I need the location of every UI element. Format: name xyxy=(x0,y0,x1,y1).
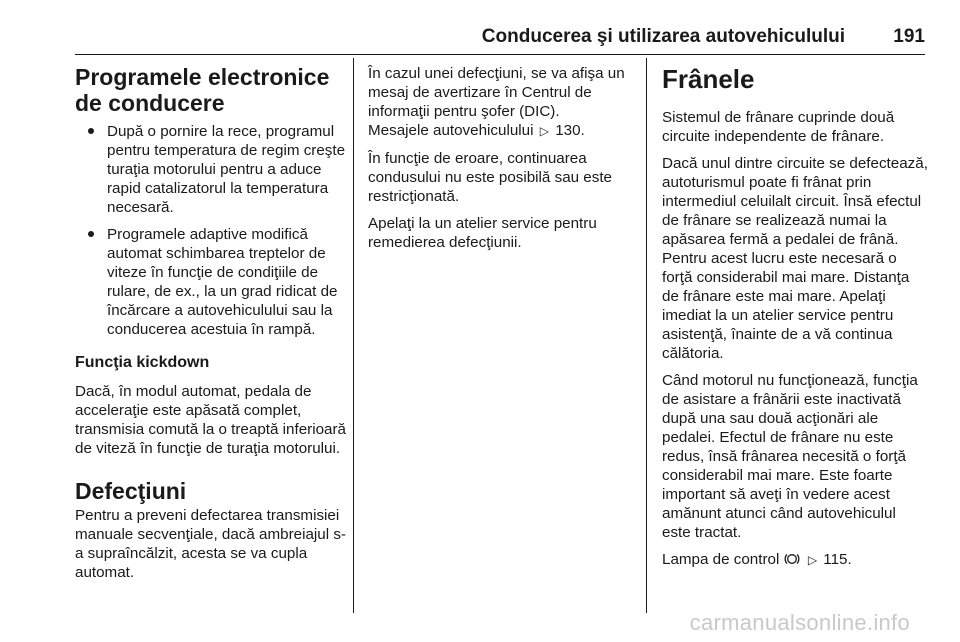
lamp-text: Lampa de control xyxy=(662,551,780,568)
paragraph-brake-system: Sistemul de frânare cuprinde două circuite independente de frânare. xyxy=(662,109,895,145)
header-title: Conducerea şi utilizarea autovehiculului xyxy=(481,26,845,47)
ref-text: Mesajele autovehiculului xyxy=(368,122,534,139)
section-heading-electronic-programs: Programele electronice de conducere xyxy=(75,64,330,116)
section-heading-faults: Defecţiuni xyxy=(75,478,187,504)
paragraph-engine-off: Când motorul nu funcţionează, funcţia de asistare a frânării este inactivată după una sau două acţionări ale pedalei. Efectul de frânare nu este redus, însă frânarea necesită o forţă considerabil mai mare. Este foarte important să aveţi în vedere acest amănunt atunci când autovehiculul este tractat. xyxy=(662,372,918,541)
list-item: După o pornire la rece, programul pentru temperatura de regim creşte turaţia motorului pentru a aduce rapid catalizatorul la temperatura necesară. xyxy=(75,122,347,217)
ref-page: 130. xyxy=(555,122,585,139)
brake-warning-lamp-icon xyxy=(784,552,800,571)
column-middle xyxy=(368,64,640,260)
bullet-list xyxy=(75,122,347,339)
paragraph-restriction: În funcţie de eroare, continuarea condusului nu este posibilă sau este restricţionată. xyxy=(368,150,613,205)
section-heading-brakes: Frânele xyxy=(662,64,755,94)
column-left xyxy=(75,64,347,590)
watermark: carmanualsonline.info xyxy=(689,610,910,635)
page-number: 191 xyxy=(893,26,925,47)
paragraph-faults: Pentru a preveni defectarea transmisiei manuale secvenţiale, dacă ambreiajul s-a supraîncălzit, acesta se va cupla automat. xyxy=(75,507,346,581)
paragraph-control-lamp xyxy=(662,550,928,571)
paragraph-service: Apelaţi la un atelier service pentru remedierea defecţiunii. xyxy=(368,215,597,251)
subheading-kickdown: Funcţia kickdown xyxy=(75,354,210,371)
page-header xyxy=(75,26,925,55)
paragraph-kickdown: Dacă, în modul automat, pedala de acceleraţie este apăsată complet, transmisia comută la o treaptă inferioară de viteză în funcţie de turaţia motorului. xyxy=(75,383,346,457)
paragraph-circuit-failure: Dacă unul dintre circuite se defectează, autoturismul poate fi frânat prin intermediul celuilalt circuit. Însă efectul de frânare se realizează numai la apăsarea fermă a pedalei de frână. Pentru acest lucru este necesară o forţă considerabil mai mare. Distanţa de frânare este mai mare. Apelaţi imediat la un atelier service pentru asistenţă, înainte de a vă continua călătoria. xyxy=(662,155,928,362)
paragraph-vehicle-messages-ref xyxy=(368,121,640,141)
lamp-ref-page: 115. xyxy=(823,551,852,568)
paragraph-fault-message: În cazul unei defecţiuni, se va afişa un mesaj de avertizare în Centrul de informaţii pentru şofer (DIC). xyxy=(368,65,625,120)
column-right xyxy=(662,64,928,579)
list-item: Programele adaptive modifică automat schimbarea treptelor de viteze în funcţie de condiţiile de rulare, de ex., la un grad ridicat de încărcare a autovehiculului sau la conducerea acestuia în rampă. xyxy=(75,225,347,339)
column-divider xyxy=(353,58,354,613)
reference-arrow-icon: ▷ xyxy=(539,124,549,138)
column-divider xyxy=(646,58,647,613)
reference-arrow-icon: ▷ xyxy=(807,553,818,567)
